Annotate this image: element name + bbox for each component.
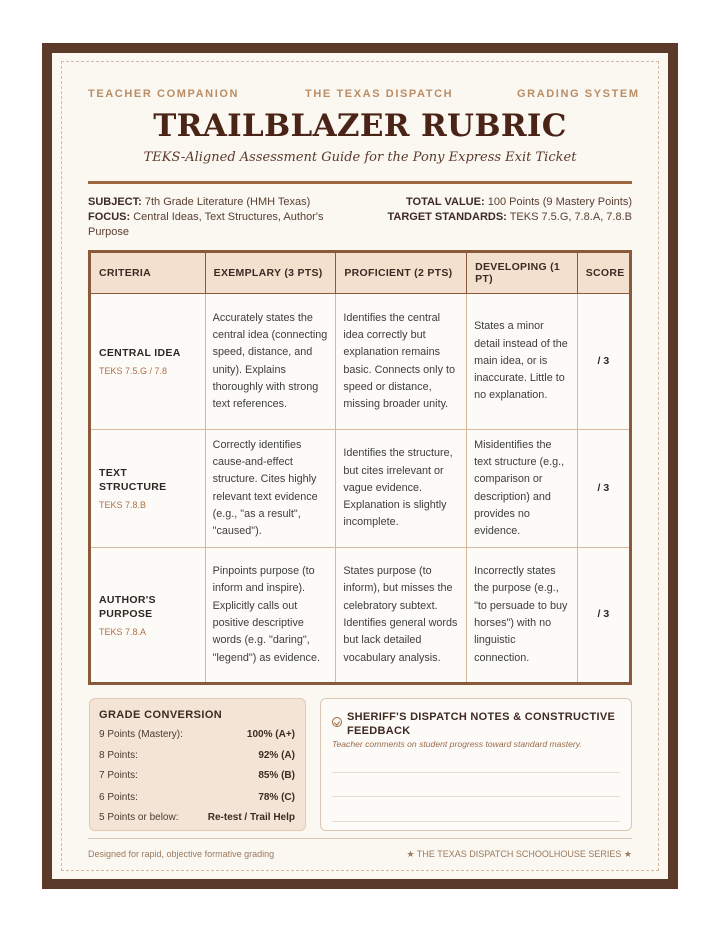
rubric-row-central-idea bbox=[90, 294, 631, 430]
criteria-cell bbox=[90, 548, 206, 684]
conversion-value: 85% (B) bbox=[258, 770, 295, 781]
proficient-cell: Identifies the central idea correctly but explanation remains basic. Connects only to speed or distance, missing broader unity. bbox=[336, 294, 467, 430]
conversion-value: 78% (C) bbox=[258, 792, 295, 803]
conversion-label: 5 Points or below: bbox=[99, 812, 179, 823]
conversion-row bbox=[99, 792, 295, 803]
exemplary-cell: Accurately states the central idea (connecting speed, distance, and unity). Explains thoroughly with strong text references. bbox=[205, 294, 336, 430]
conversion-label: 9 Points (Mastery): bbox=[99, 729, 183, 740]
focus-value: Central Ideas, Text Structures, Author's Purpose bbox=[88, 211, 324, 238]
page-subtitle: TEKS-Aligned Assessment Guide for the Pony Express Exit Ticket bbox=[143, 150, 577, 165]
score-cell[interactable]: / 3 bbox=[577, 294, 630, 430]
exemplary-cell: Pinpoints purpose (to inform and inspire). Explicitly calls out positive descriptive words (e.g. "daring", "legend") as evidence. bbox=[205, 548, 336, 684]
footer-left: Designed for rapid, objective formative grading bbox=[88, 849, 275, 859]
header-proficient: PROFICIENT (2 PTS) bbox=[336, 252, 467, 294]
criteria-standard: TEKS 7.5.G / 7.8 bbox=[99, 366, 168, 376]
subject-value: 7th Grade Literature (HMH Texas) bbox=[144, 196, 311, 208]
subject-line bbox=[88, 195, 358, 210]
header-score: SCORE bbox=[577, 252, 630, 294]
criteria-name: CENTRAL IDEA bbox=[99, 347, 181, 359]
header-exemplary: EXEMPLARY (3 PTS) bbox=[205, 252, 336, 294]
grade-conversion-title: GRADE CONVERSION bbox=[99, 709, 223, 721]
header-label-center: THE TEXAS DISPATCH bbox=[305, 88, 454, 100]
criteria-cell bbox=[90, 430, 206, 548]
rubric-table bbox=[88, 250, 632, 685]
developing-cell: Misidentifies the text structure (e.g., comparison or description) and provides no evidence. bbox=[467, 430, 578, 548]
score-cell[interactable]: / 3 bbox=[577, 548, 630, 684]
developing-cell: States a minor detail instead of the main idea, or is inaccurate. Little to no explanation. bbox=[467, 294, 578, 430]
rubric-row-authors-purpose bbox=[90, 548, 631, 684]
meta-left bbox=[88, 195, 358, 240]
writing-line[interactable] bbox=[332, 772, 620, 773]
title-divider bbox=[88, 181, 632, 184]
writing-line[interactable] bbox=[332, 821, 620, 822]
criteria-cell bbox=[90, 294, 206, 430]
writing-line[interactable] bbox=[332, 796, 620, 797]
check-circle-icon bbox=[332, 717, 342, 727]
notes-subtitle: Teacher comments on student progress toward standard mastery. bbox=[332, 739, 582, 749]
conversion-label: 7 Points: bbox=[99, 770, 138, 781]
standards-label: TARGET STANDARDS: bbox=[387, 211, 507, 223]
rubric-row-text-structure bbox=[90, 430, 631, 548]
proficient-cell: Identifies the structure, but cites irrelevant or vague evidence. Explanation is slightly incomplete. bbox=[336, 430, 467, 548]
conversion-label: 6 Points: bbox=[99, 792, 138, 803]
score-cell[interactable]: / 3 bbox=[577, 430, 630, 548]
conversion-row bbox=[99, 812, 295, 823]
conversion-value: 100% (A+) bbox=[246, 729, 295, 740]
criteria-standard: TEKS 7.8.B bbox=[99, 500, 147, 510]
footer-right: ★ THE TEXAS DISPATCH SCHOOLHOUSE SERIES ★ bbox=[406, 849, 632, 859]
criteria-name: AUTHOR'S PURPOSE bbox=[99, 593, 156, 620]
proficient-cell: States purpose (to inform), but misses the celebratory subtext. Identifies general words but lack detailed vocabulary analysis. bbox=[336, 548, 467, 684]
exemplary-cell: Correctly identifies cause-and-effect structure. Cites highly relevant text evidence (e.g., "as a result", "caused"). bbox=[205, 430, 336, 548]
header-developing: DEVELOPING (1 PT) bbox=[467, 252, 578, 294]
developing-cell: Incorrectly states the purpose (e.g., "to persuade to buy horses") with no linguistic connection. bbox=[467, 548, 578, 684]
notes-title: SHERIFF'S DISPATCH NOTES & CONSTRUCTIVE FEEDBACK bbox=[347, 711, 616, 737]
header-label-left: TEACHER COMPANION bbox=[88, 88, 240, 100]
total-value: 100 Points (9 Mastery Points) bbox=[487, 196, 632, 208]
total-label: TOTAL VALUE: bbox=[406, 196, 485, 208]
focus-line bbox=[88, 210, 358, 240]
criteria-standard: TEKS 7.8.A bbox=[99, 626, 147, 637]
conversion-value: Re-test / Trail Help bbox=[207, 812, 295, 823]
total-line bbox=[362, 195, 632, 210]
conversion-value: 92% (A) bbox=[258, 750, 295, 761]
meta-right bbox=[362, 195, 632, 225]
conversion-row bbox=[99, 729, 295, 740]
footer-divider bbox=[88, 838, 632, 839]
criteria-name: TEXT STRUCTURE bbox=[99, 467, 167, 493]
header-criteria: CRITERIA bbox=[90, 252, 206, 294]
focus-label: FOCUS: bbox=[88, 211, 131, 223]
conversion-label: 8 Points: bbox=[99, 750, 138, 761]
conversion-row bbox=[99, 770, 295, 781]
rubric-header-row bbox=[90, 252, 631, 294]
header-label-right: GRADING SYSTEM bbox=[517, 88, 640, 100]
standards-value: TEKS 7.5.G, 7.8.A, 7.8.B bbox=[509, 211, 632, 223]
conversion-row bbox=[99, 750, 295, 761]
standards-line bbox=[362, 210, 632, 225]
page-title: TRAILBLAZER RUBRIC bbox=[153, 108, 567, 144]
subject-label: SUBJECT: bbox=[88, 196, 142, 208]
